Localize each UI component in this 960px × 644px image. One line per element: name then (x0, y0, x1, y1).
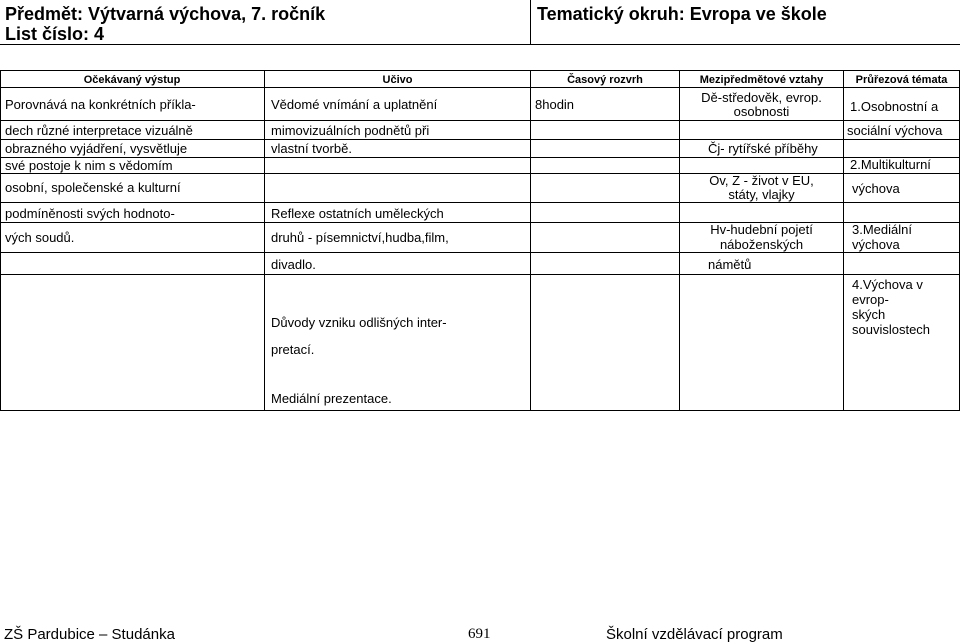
cross-topic-line: výchova (852, 237, 900, 252)
outcome-line: podmíněnosti svých hodnoto- (5, 206, 175, 221)
cross-topic-line: 1.Osobnostní a (850, 99, 939, 114)
curriculum-line: Mediální prezentace. (271, 391, 392, 406)
cross-subject-line: Čj- rytířské příběhy (708, 141, 818, 156)
header-row-border (0, 87, 960, 88)
curriculum-line: divadlo. (271, 257, 316, 272)
cross-topic-line: výchova (852, 181, 900, 196)
column-header-outcome: Očekávaný výstup (83, 74, 181, 86)
curriculum-line: Důvody vzniku odlišných inter- (271, 315, 447, 330)
column-border (843, 70, 844, 411)
outcome-line: dech různé interpretace vizuálně (5, 123, 193, 138)
footer-school: ZŠ Pardubice – Studánka (4, 626, 175, 643)
cross-topic-line: souvislostech (852, 322, 931, 337)
cross-subject-line: Ov, Z - život v EU, (709, 173, 814, 188)
column-border (530, 70, 531, 411)
row-border (0, 120, 960, 121)
cross-subject-line: Dě-středověk, evrop. (701, 90, 822, 105)
row-border (0, 202, 960, 203)
row-border (0, 139, 960, 140)
table-bottom-border (0, 410, 960, 411)
cross-topic-line: 2.Multikulturní (850, 157, 931, 172)
column-border (0, 70, 1, 411)
cross-topic-line: ských (852, 307, 886, 322)
cross-topic-line: 4.Výchova v (852, 277, 923, 292)
cross-subject-line: náboženských (719, 237, 804, 252)
curriculum-line: druhů - písemnictví,hudba,film, (271, 230, 449, 245)
header-right-box (531, 0, 960, 45)
column-border (264, 70, 265, 411)
outcome-line: Porovnává na konkrétních příkla- (5, 97, 196, 112)
column-header-time: Časový rozvrh (567, 74, 643, 86)
column-header-curriculum: Učivo (382, 74, 413, 86)
curriculum-line: pretací. (271, 342, 315, 357)
sheet-number: List číslo: 4 (5, 24, 105, 44)
curriculum-line: Vědomé vnímání a uplatnění (271, 97, 438, 112)
column-header-cross-topics: Průřezová témata (855, 74, 948, 86)
outcome-line: své postoje k nim s vědomím (5, 158, 173, 173)
outcome-line: vých soudů. (5, 230, 75, 245)
topic-title: Tematický okruh: Evropa ve škole (537, 4, 827, 24)
header-left-box (0, 0, 531, 45)
curriculum-line: mimovizuálních podnětů při (271, 123, 430, 138)
row-border (0, 274, 960, 275)
subject-title: Předmět: Výtvarná výchova, 7. ročník (5, 4, 326, 24)
cross-subject-line: Hv-hudební pojetí (710, 222, 813, 237)
cross-topic-line: sociální výchova (847, 123, 943, 138)
footer-program: Školní vzdělávací program (606, 626, 783, 643)
cross-topic-line: 3.Mediální (852, 222, 912, 237)
cross-subject-line: státy, vlajky (728, 187, 795, 202)
outcome-line: obrazného vyjádření, vysvětluje (5, 141, 188, 156)
footer-page-number: 691 (468, 626, 491, 642)
cross-subject-line: osobnosti (733, 104, 790, 119)
column-header-cross-subject: Mezipředmětové vztahy (699, 74, 824, 86)
curriculum-line: vlastní tvorbě. (271, 141, 352, 156)
row-border (0, 252, 960, 253)
cross-topic-line: evrop- (852, 292, 889, 307)
table-top-border (0, 70, 960, 71)
time-allocation: 8hodin (535, 97, 575, 112)
cross-subject-line: námětů (708, 257, 752, 272)
outcome-line: osobní, společenské a kulturní (5, 180, 181, 195)
curriculum-line: Reflexe ostatních uměleckých (271, 206, 444, 221)
